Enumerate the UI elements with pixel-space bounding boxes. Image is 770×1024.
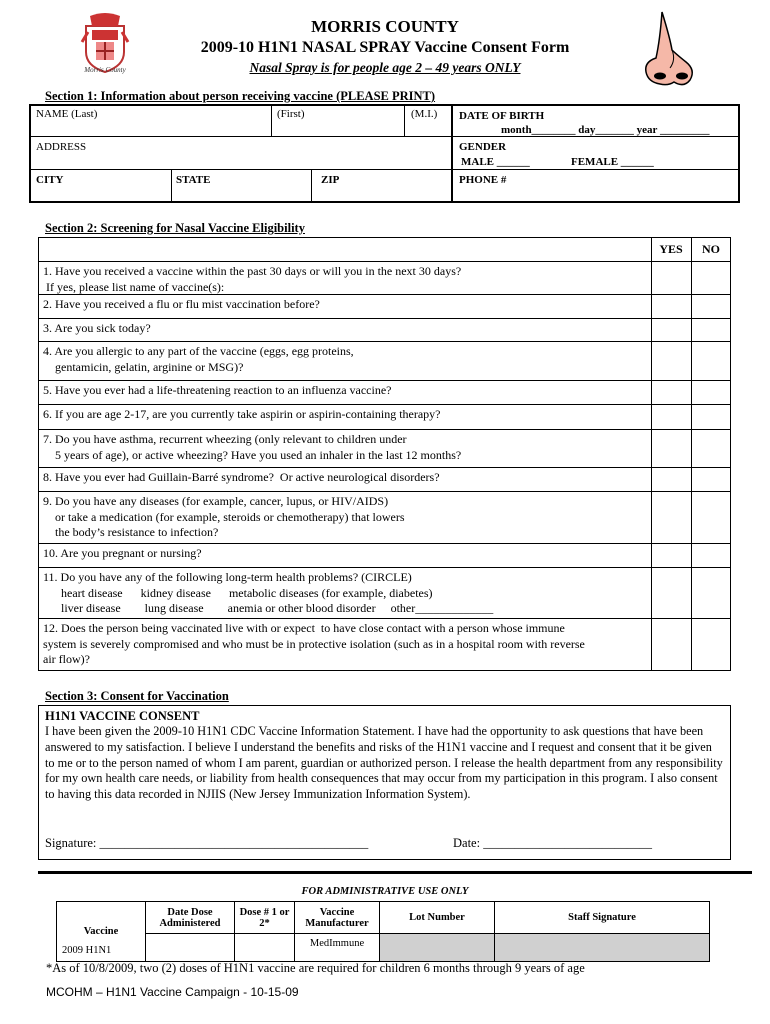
question-line: 6. If you are age 2-17, are you currently take aspirin or aspirin-containing therapy?: [43, 407, 441, 421]
question-line: 3. Are you sick today?: [43, 321, 151, 335]
section2-heading: Section 2: Screening for Nasal Vaccine Eligibility: [45, 221, 305, 235]
no-checkbox[interactable]: [691, 430, 730, 468]
col-vaccine: Vaccine: [83, 926, 119, 937]
zip-label: ZIP: [321, 174, 340, 186]
question-line: 5. Have you ever had a life-threatening reaction to an influenza vaccine?: [43, 383, 392, 397]
vaccine-row-label: 2009 H1N1: [62, 945, 112, 956]
question-line: 8. Have you ever had Guillain-Barré syndrome? Or active neurological disorders?: [43, 470, 440, 484]
no-checkbox[interactable]: [691, 295, 730, 319]
section1-table: [29, 104, 740, 203]
yes-checkbox[interactable]: [651, 295, 691, 319]
question-line: 10. Are you pregnant or nursing?: [43, 546, 202, 560]
form-subtitle: Nasal Spray is for people age 2 – 49 years ONLY: [249, 60, 521, 75]
screening-question-3: [39, 318, 730, 342]
no-checkbox[interactable]: [691, 619, 730, 671]
question-line: 4. Are you allergic to any part of the vaccine (eggs, egg proteins,: [43, 344, 354, 358]
screening-question-12: [39, 618, 730, 671]
section3-heading: Section 3: Consent for Vaccination: [45, 689, 229, 703]
manufacturer-value: MedImmune: [309, 938, 365, 949]
staff-signature-cell[interactable]: [495, 934, 710, 962]
signature-field[interactable]: Signature: ___________________________________________: [45, 836, 369, 850]
no-header: NO: [702, 242, 720, 256]
screening-question-5: [39, 380, 730, 405]
footer-text: MCOHM – H1N1 Vaccine Campaign - 10-15-09: [46, 985, 299, 999]
screening-question-1: [39, 261, 730, 295]
yes-checkbox[interactable]: [651, 492, 691, 544]
yes-checkbox[interactable]: [651, 619, 691, 671]
yes-checkbox[interactable]: [651, 544, 691, 568]
no-checkbox[interactable]: [691, 568, 730, 619]
dob-label: DATE OF BIRTH: [459, 110, 545, 122]
no-checkbox[interactable]: [691, 342, 730, 381]
screening-question-9: [39, 491, 730, 544]
question-line: heart disease kidney disease metabolic diseases (for example, diabetes): [43, 585, 433, 600]
address-label: ADDRESS: [36, 141, 87, 153]
name-first-label: (First): [277, 108, 305, 120]
consent-box: [38, 705, 731, 860]
screening-question-4: [39, 341, 730, 381]
question-line: liver disease lung disease anemia or other blood disorder other_____________: [43, 601, 494, 615]
consent-title: H1N1 VACCINE CONSENT: [45, 709, 200, 723]
gender-label: GENDER: [459, 141, 507, 153]
screening-question-2: [39, 294, 730, 319]
no-checkbox[interactable]: [691, 468, 730, 492]
question-line: If yes, please list name of vaccine(s):: [43, 279, 225, 294]
col-staff: Staff Signature: [568, 912, 636, 923]
col-lot: Lot Number: [409, 912, 465, 923]
female-field[interactable]: FEMALE ______: [571, 156, 654, 168]
question-line: 7. Do you have asthma, recurrent wheezing (only relevant to children under: [43, 432, 407, 446]
city-label: CITY: [36, 174, 64, 186]
name-mi-label: (M.I.): [411, 108, 438, 120]
question-line: 9. Do you have any diseases (for example, cancer, lupus, or HIV/AIDS): [43, 494, 389, 508]
nose-icon: [640, 10, 702, 90]
lot-cell[interactable]: [380, 934, 495, 962]
yes-checkbox[interactable]: [651, 319, 691, 342]
question-line: air flow)?: [43, 652, 90, 666]
admin-table: [56, 901, 710, 962]
screening-question-11: [39, 567, 730, 619]
date-field[interactable]: Date: ___________________________: [453, 836, 652, 850]
yes-checkbox[interactable]: [651, 262, 691, 295]
dob-fields[interactable]: month________ day_______ year _________: [501, 124, 710, 136]
question-line: 1. Have you received a vaccine within the past 30 days or will you in the next 30 days?: [43, 264, 462, 278]
date-cell[interactable]: [146, 934, 235, 962]
county-title: MORRIS COUNTY: [311, 17, 459, 36]
screening-question-7: [39, 429, 730, 468]
state-label: STATE: [176, 174, 211, 186]
section1-heading: Section 1: Information about person receiving vaccine (PLEASE PRINT): [45, 89, 436, 103]
question-line: gentamicin, gelatin, arginine or MSG)?: [43, 359, 244, 374]
col-manufacturer: Vaccine Manufacturer: [305, 906, 369, 929]
dose-cell[interactable]: [235, 934, 295, 962]
yes-checkbox[interactable]: [651, 381, 691, 405]
screening-question-6: [39, 404, 730, 430]
question-line: 2. Have you received a flu or flu mist vaccination before?: [43, 297, 320, 311]
question-line: system is severely compromised and who must be in protective isolation (such as in a hospital room with reverse: [43, 636, 585, 651]
col-date: Date Dose Administered: [159, 906, 221, 929]
no-checkbox[interactable]: [691, 381, 730, 405]
no-checkbox[interactable]: [691, 544, 730, 568]
no-checkbox[interactable]: [691, 492, 730, 544]
name-last-label: NAME (Last): [36, 108, 98, 120]
consent-text: I have been given the 2009-10 H1N1 CDC Vaccine Information Statement. I have had the opportunity to ask questions that have been answered to my satisfaction. I believe I understand the benefits and risks of the H1N1 vaccine and I request and consent that it be given to me or to the person named of whom I am parent, guardian or authorized person. I release the health department from any responsibility for my own health care needs, or liability from health consequences that may occur from my participation in this program. I also consent to having this data recorded in NJIIS (New Jersey Immunization Information System).: [45, 724, 723, 802]
yes-checkbox[interactable]: [651, 430, 691, 468]
admin-footnote: *As of 10/8/2009, two (2) doses of H1N1 vaccine are required for children 6 months through 9 years of age: [46, 961, 585, 975]
col-dose: Dose # 1 or 2*: [239, 906, 290, 929]
screening-question-10: [39, 543, 730, 568]
yes-checkbox[interactable]: [651, 468, 691, 492]
form-title: 2009-10 H1N1 NASAL SPRAY Vaccine Consent Form: [200, 39, 570, 56]
phone-label: PHONE #: [459, 174, 507, 186]
male-field[interactable]: MALE ______: [461, 156, 530, 168]
seal-caption: Morris County: [84, 66, 126, 74]
no-checkbox[interactable]: [691, 319, 730, 342]
screening-table: [38, 237, 731, 671]
yes-header: YES: [659, 242, 683, 256]
yes-checkbox[interactable]: [651, 568, 691, 619]
question-line: the body’s resistance to infection?: [43, 525, 219, 539]
screening-question-8: [39, 467, 730, 492]
no-checkbox[interactable]: [691, 405, 730, 430]
question-line: or take a medication (for example, steroids or chemotherapy) that lowers: [43, 509, 405, 524]
question-line: 5 years of age), or active wheezing? Have you used an inhaler in the last 12 months?: [43, 447, 462, 462]
yes-checkbox[interactable]: [651, 342, 691, 381]
admin-heading: FOR ADMINISTRATIVE USE ONLY: [301, 886, 469, 897]
no-checkbox[interactable]: [691, 262, 730, 295]
yes-checkbox[interactable]: [651, 405, 691, 430]
question-line: 12. Does the person being vaccinated live with or expect to have close contact with a person whose immune: [43, 621, 565, 635]
question-line: 11. Do you have any of the following long-term health problems? (CIRCLE): [43, 570, 412, 584]
